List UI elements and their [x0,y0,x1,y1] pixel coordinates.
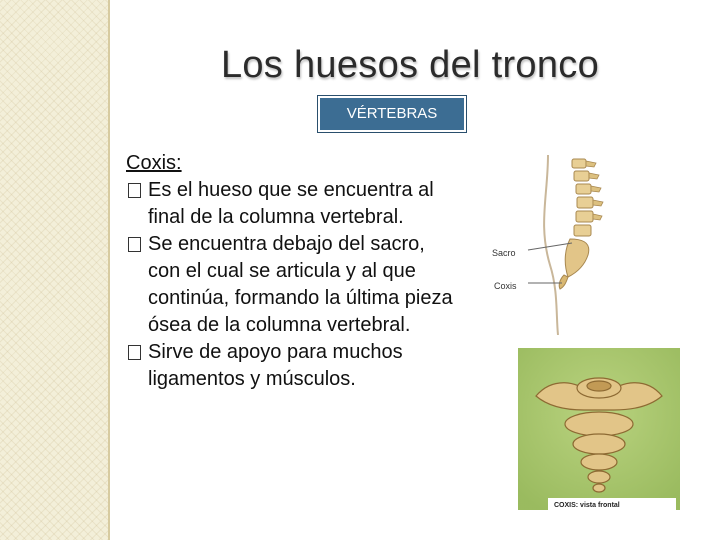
bullet-box-icon [128,345,141,360]
slide-title: Los huesos del tronco [220,44,600,86]
slide-body [126,150,456,393]
bullet-list [126,177,456,393]
decorative-side-strip [0,0,108,540]
list-item [126,231,456,339]
coxis-label: Coxis [494,281,517,291]
list-item [126,339,456,393]
bullet-box-icon [128,183,141,198]
spine-illustration [488,155,668,335]
section-badge: VÉRTEBRAS [318,96,466,132]
sacro-label: Sacro [492,248,516,258]
topic-heading: Coxis: [126,152,182,174]
bullet-text: Es el hueso que se encuentra al final de la columna vertebral. [148,179,434,228]
coccyx-frontal-illustration [518,348,680,510]
side-strip-border [108,0,110,540]
bullet-text: Sirve de apoyo para muchos ligamentos y músculos. [148,341,403,390]
list-item [126,177,456,231]
coxis-caption: COXIS: vista frontal [554,502,620,509]
bullet-text: Se encuentra debajo del sacro, con el cual se articula y al que continúa, formando la última pieza ósea de la columna vertebral. [148,233,453,336]
bullet-box-icon [128,237,141,252]
